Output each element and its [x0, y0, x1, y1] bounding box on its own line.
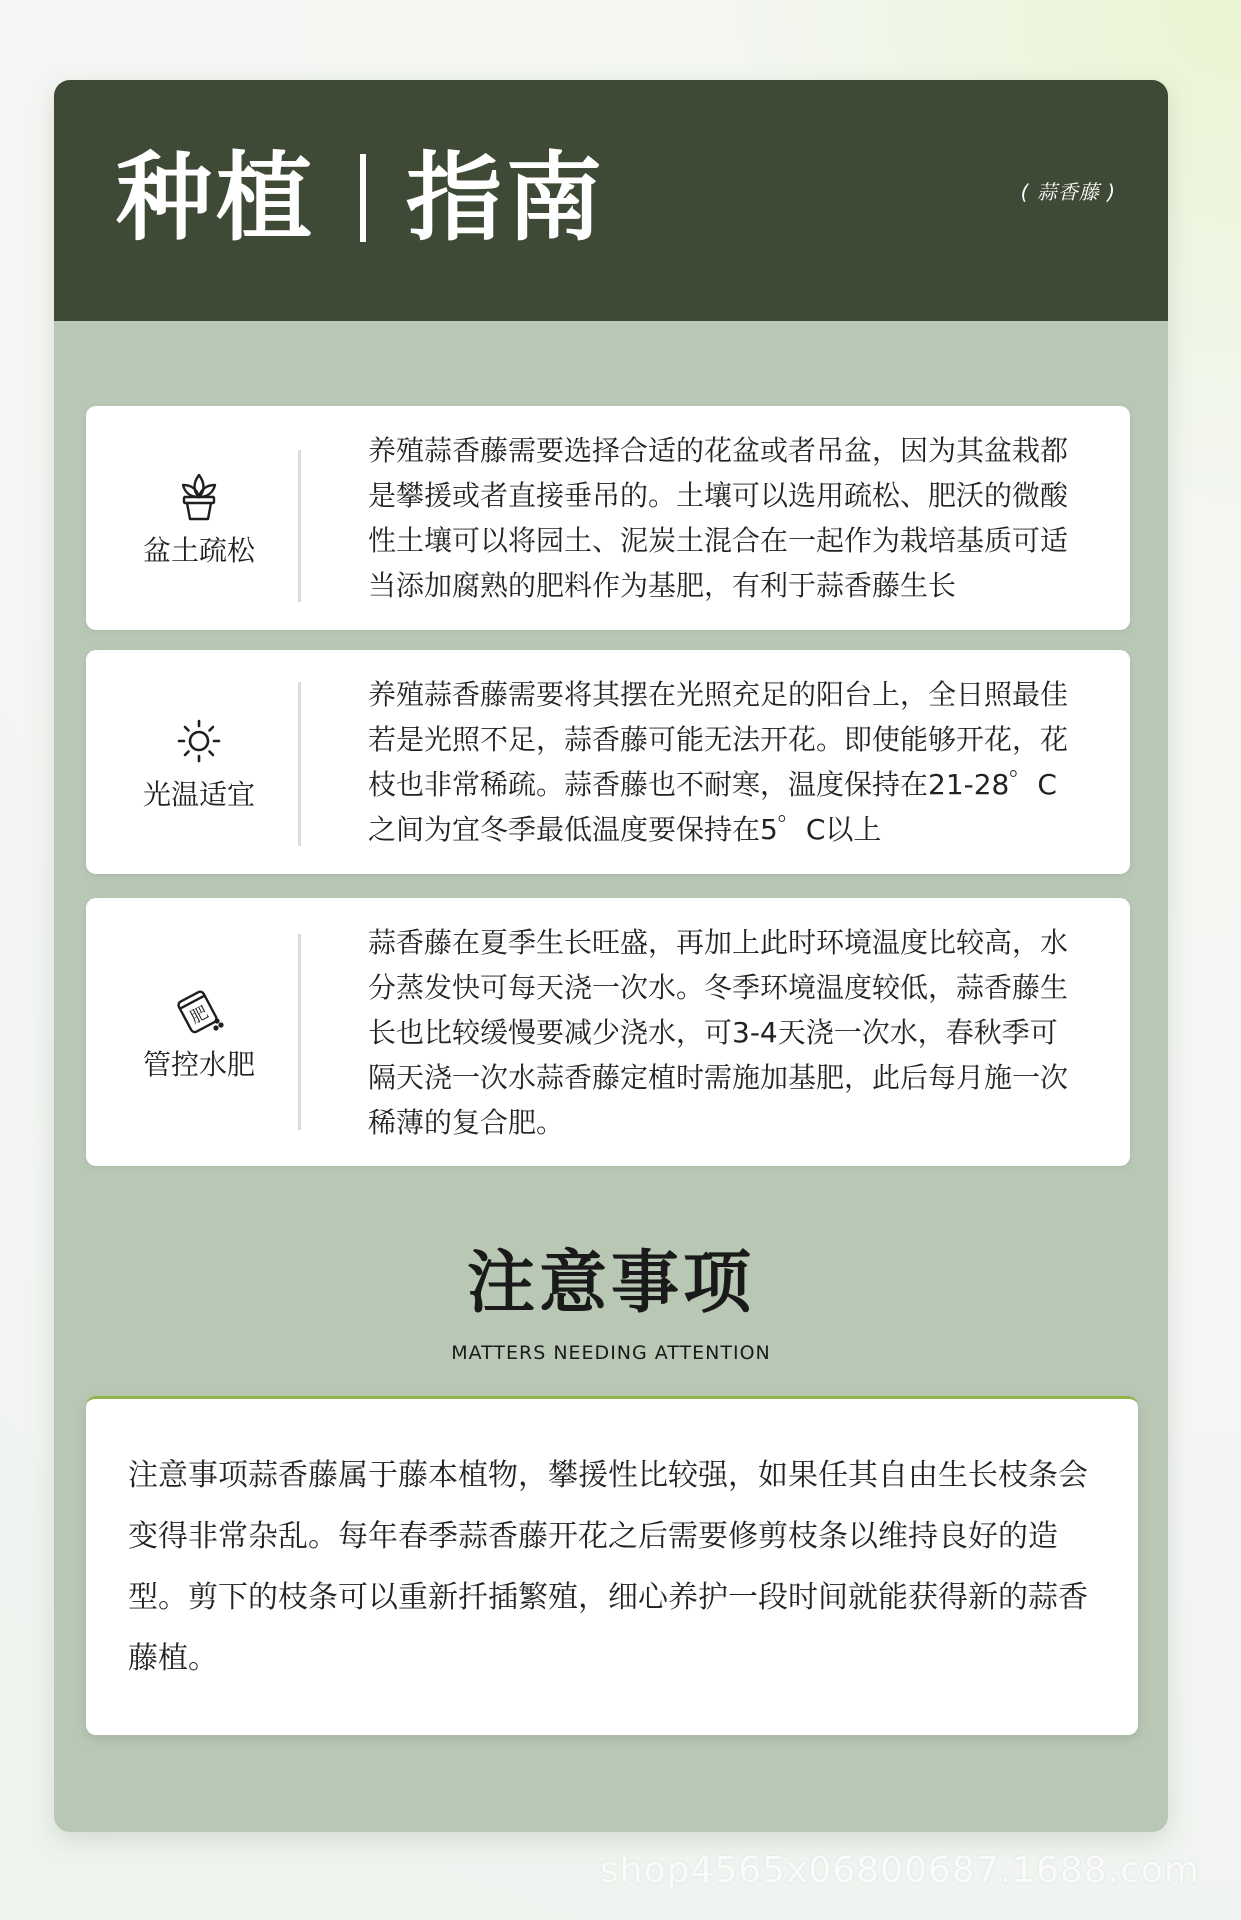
card-soil-label: 盆土疏松 [142, 534, 255, 567]
card-light-body: 养殖蒜香藤需要将其摆在光照充足的阳台上，全日照最佳若是光照不足，蒜香藤可能无法开花。即使能够开花，花枝也非常稀疏。蒜香藤也不耐寒，温度保持在21-28゜C之间为宜冬季最低温度要保持在5゜C以上 [368, 678, 1069, 846]
card-water [86, 898, 1130, 1166]
card-divider [298, 682, 301, 846]
card-divider [298, 450, 301, 602]
card-water-body: 蒜香藤在夏季生长旺盛，再加上此时环境温度比较高，水分蒸发快可每天浇一次水。冬季环境温度较低，蒜香藤生长也比较缓慢要减少浇水，可3-4天浇一次水，春秋季可隔天浇一次水蒜香藤定植时需施加基肥，此后每月施一次稀薄的复合肥。 [368, 925, 1069, 1139]
card-light-side [86, 650, 312, 874]
card-light [86, 650, 1130, 874]
card-light-text [368, 650, 1076, 874]
card-soil [86, 406, 1130, 630]
card-water-text [368, 898, 1076, 1166]
title-separator [360, 154, 366, 242]
guide-panel [54, 80, 1168, 1832]
potted-plant-icon [171, 467, 227, 523]
notice-box [86, 1396, 1138, 1735]
notice-subtitle: MATTERS NEEDING ATTENTION [451, 1342, 771, 1364]
notice-title: 注意事项 [466, 1244, 755, 1323]
card-water-label: 管控水肥 [142, 1048, 255, 1081]
card-soil-side [86, 406, 312, 630]
card-divider [298, 934, 301, 1130]
card-light-label: 光温适宜 [142, 778, 255, 811]
title-left: 种植 [116, 142, 316, 254]
card-soil-body: 养殖蒜香藤需要选择合适的花盆或者吊盆，因为其盆栽都是攀援或者直接垂吊的。土壤可以选用疏松、肥沃的微酸性土壤可以将园土、泥炭土混合在一起作为栽培基质可适当添加腐熟的肥料作为基肥，有利于蒜香藤生长 [368, 434, 1069, 602]
plant-name-subtitle: ( 蒜香藤 ) [1020, 180, 1116, 204]
header-banner [54, 80, 1168, 321]
title-right: 指南 [406, 142, 606, 254]
fertilizer-bag-label: 肥 [187, 1002, 212, 1029]
sun-icon [171, 711, 227, 767]
fertilizer-bag-icon [171, 981, 227, 1037]
card-water-side [86, 898, 312, 1166]
page-title [116, 142, 606, 254]
card-soil-text [368, 406, 1076, 630]
notice-text: 注意事项蒜香藤属于藤本植物，攀援性比较强，如果任其自由生长枝条会变得非常杂乱。每年春季蒜香藤开花之后需要修剪枝条以维持良好的造型。剪下的枝条可以重新扦插繁殖，细心养护一段时间就能获得新的蒜香藤植。 [128, 1458, 1088, 1676]
shop-watermark: shop4565x06800687.1688.com [600, 1850, 1200, 1891]
